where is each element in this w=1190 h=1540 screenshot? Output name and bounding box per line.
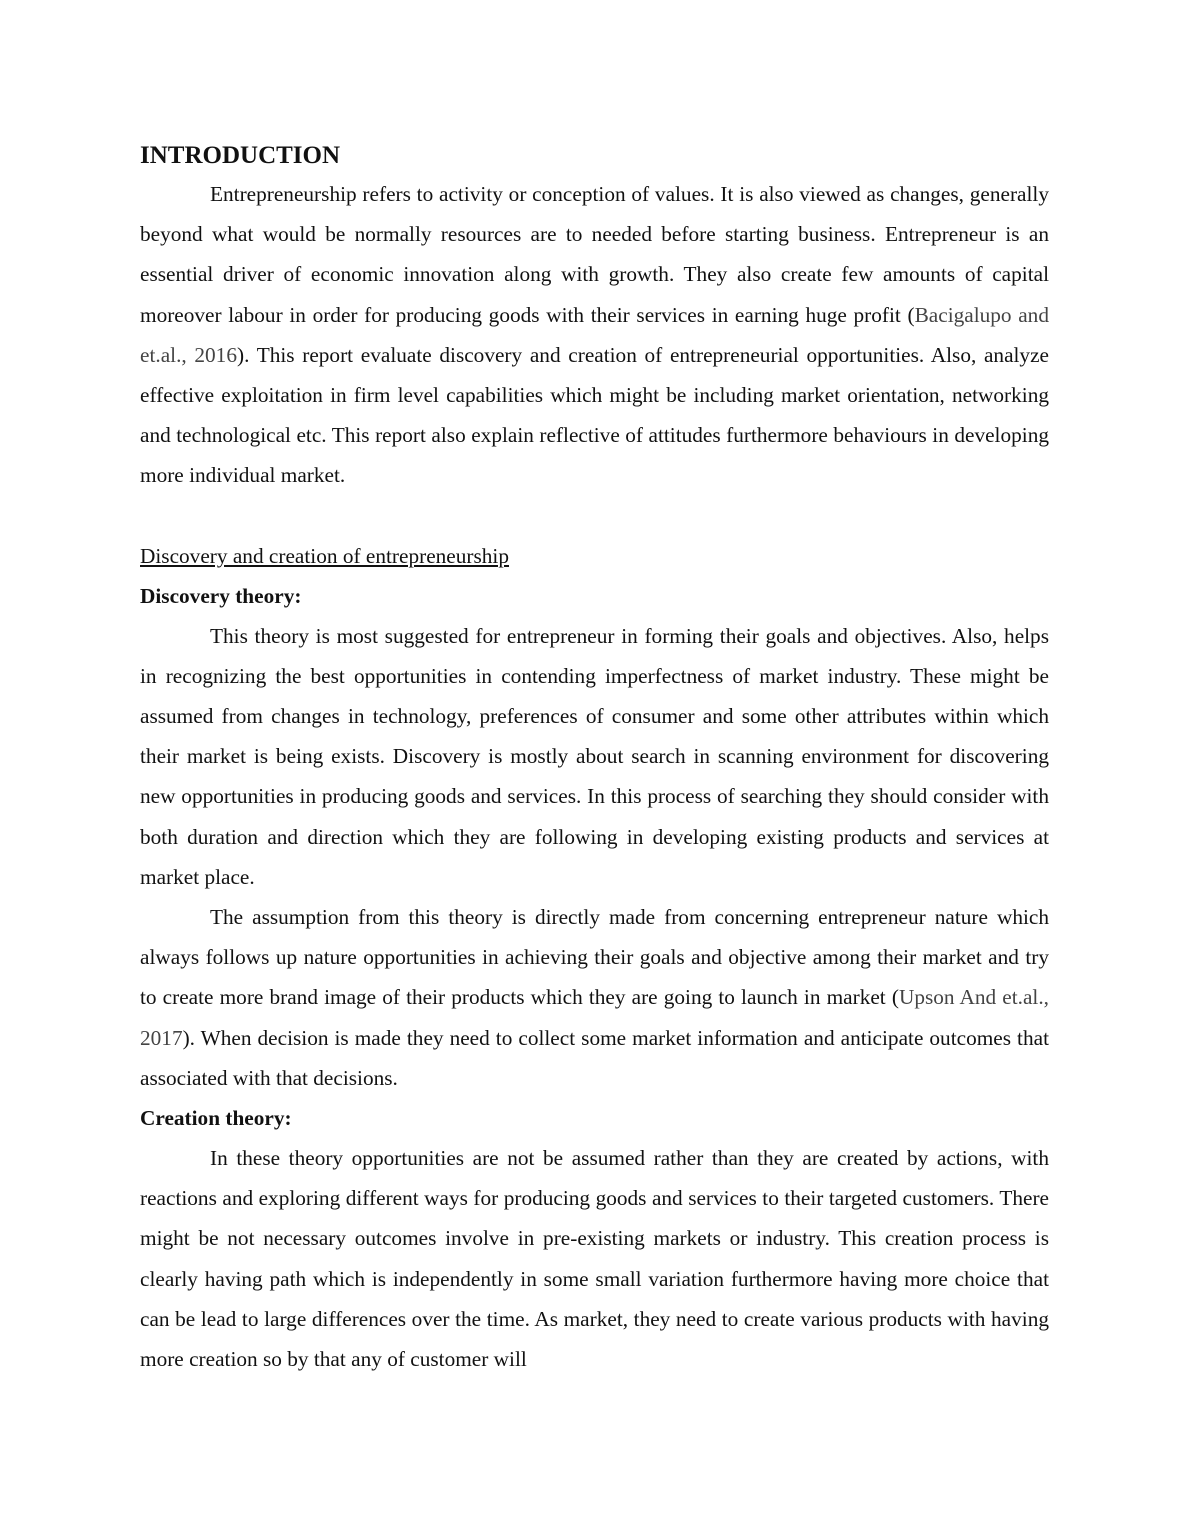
creation-theory-heading: Creation theory: <box>140 1106 292 1131</box>
spacer <box>140 496 1049 536</box>
intro-citation: Bacigalupo and et.al., 2016 <box>140 302 1049 367</box>
intro-text-part1: Entrepreneurship refers to activity or conception of values. It is also viewed as changes, generally beyond what would be normally resources are to needed before starting business. Entrepreneur is an essential driver of economic innovation along with growth. They also create few amounts of capital moreover labour in order for producing goods with their services in earning huge profit ( <box>140 182 1049 327</box>
document-page <box>140 138 1049 1379</box>
intro-text-part2: ). This report evaluate discovery and creation of entrepreneurial opportunities. Also, analyze effective exploitation in firm level capabilities which might be including market orientation, networking and technological etc. This report also explain reflective of attitudes furthermore behaviours in developing more individual market. <box>140 342 1049 488</box>
creation-paragraph: In these theory opportunities are not be assumed rather than they are created by actions, with reactions and exploring different ways for producing goods and services to their targeted customers. There might be not necessary outcomes involve in pre-existing markets or industry. This creation process is clearly having path which is independently in some small variation furthermore having more choice that can be lead to large differences over the time. As market, they need to create various products with having more creation so by that any of customer will <box>140 1146 1049 1372</box>
discovery-p2-citation: Upson And et.al., 2017 <box>140 985 1049 1050</box>
discovery-theory-heading: Discovery theory: <box>140 583 302 608</box>
discovery-p2-part2: ). When decision is made they need to collect some market information and anticipate outcomes that associated with that decisions. <box>140 1025 1049 1090</box>
introduction-heading: INTRODUCTION <box>140 142 341 169</box>
discovery-paragraph-1: This theory is most suggested for entrepreneur in forming their goals and objectives. Also, helps in recognizing the best opportunities in contending imperfectness of market industry. These might be assumed from changes in technology, preferences of consumer and some other attributes within which their market is being exists. Discovery is mostly about search in scanning environment for discovering new opportunities in producing goods and services. In this process of searching they should consider with both duration and direction which they are following in developing existing products and services at market place. <box>140 623 1049 889</box>
introduction-paragraph <box>140 174 1049 496</box>
section-title: Discovery and creation of entrepreneurship <box>140 543 509 568</box>
discovery-p2-part1: The assumption from this theory is directly made from concerning entrepreneur nature which always follows up nature opportunities in achieving their goals and objective among their market and try to create more brand image of their products which they are going to launch in market ( <box>140 905 1049 1010</box>
discovery-paragraph-2 <box>140 897 1049 1098</box>
